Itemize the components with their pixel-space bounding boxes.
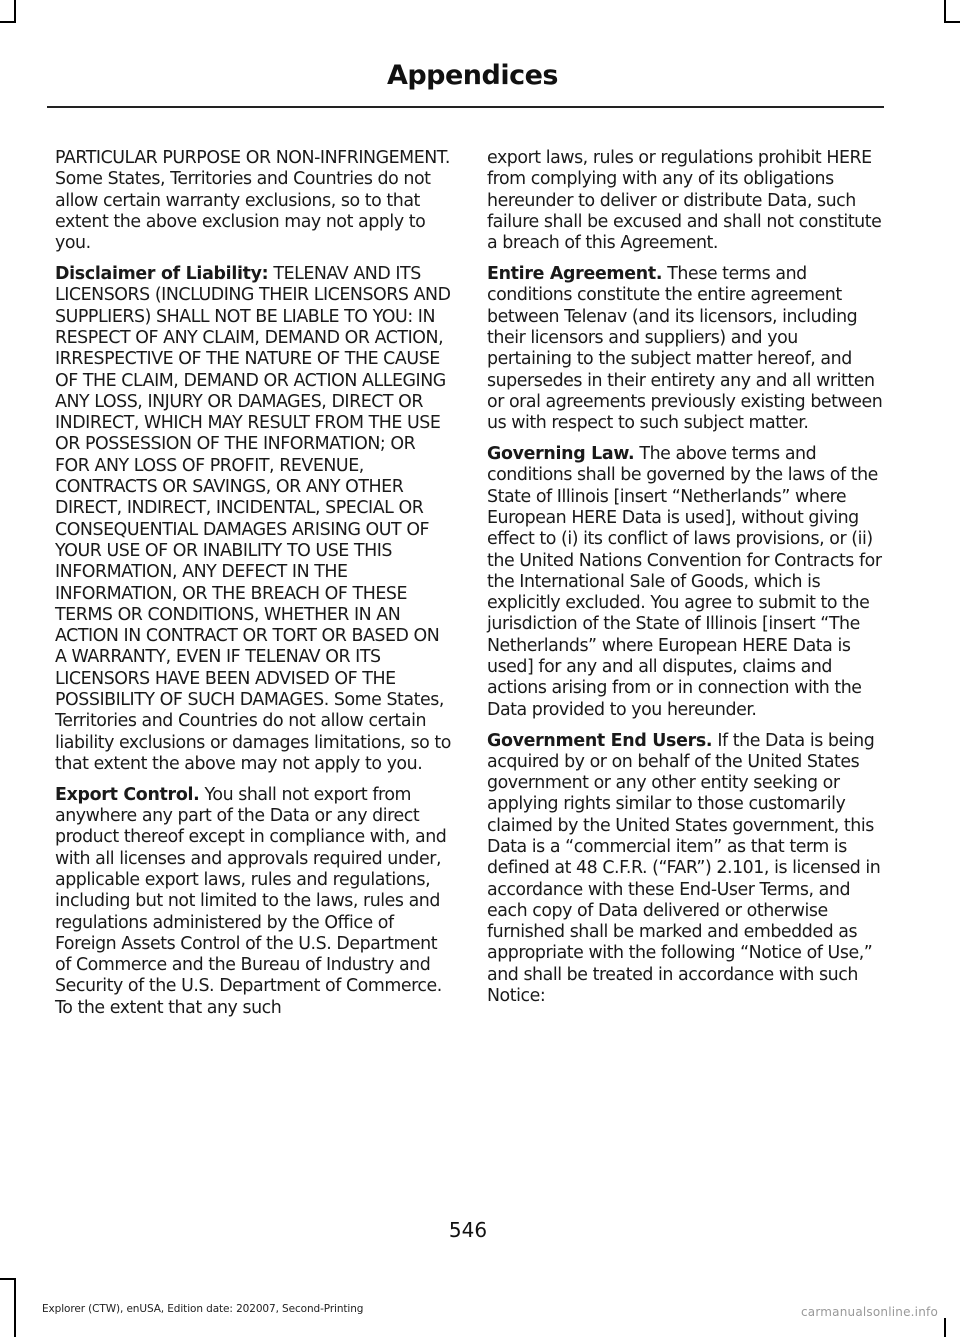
crop-mark-top-right-vertical [944,0,946,22]
crop-mark-bottom-left-horizontal [0,1278,16,1280]
paragraph-text: These terms and conditions constitute the entire agreement between Telenav (and its licensors, including their licensors and suppliers) and you pertaining to the subject matter hereof, and supersedes in their entirety any and all written or oral agreements previously existing between us with respect to such subject matter. [487,264,883,434]
crop-mark-top-right-horizontal [944,21,960,23]
edition-footer: Explorer (CTW), enUSA, Edition date: 202007, Second-Printing [42,1303,364,1315]
left-column [55,148,451,1029]
crop-mark-top-left-vertical [14,0,16,22]
paragraph-entire-agreement [487,264,883,434]
paragraph-heading: Government End Users. [487,730,713,751]
paragraph-text: If the Data is being acquired by or on behalf of the United States government or any other entity seeking or applying rights similar to those customarily claimed by the United States government, this Data is a “commercial item” as that term is defined at 48 C.F.R. (“FAR”) 2.101, is licensed in accordance with these End-User Terms, and each copy of Data delivered or otherwise furnished shall be marked and embedded as appropriate with the following “Notice of Use,” and shall be treated in accordance with such Notice: [487,730,881,1007]
paragraph-text: The above terms and conditions shall be governed by the laws of the State of Illinois [insert “Netherlands” where European HERE Data is used], without giving effect to (i) its conflict of laws provisions, or (ii) the United Nations Convention for Contracts for the International Sale of Goods, which is explicitly excluded. You agree to submit to the jurisdiction of the State of Illinois [insert “The Netherlands” where European HERE Data is used] for any and all disputes, claims and actions arising from or in connection with the Data provided to you hereunder. [487,444,882,720]
right-column [487,148,883,1017]
paragraph-text: TELENAV AND ITS LICENSORS (INCLUDING THEIR LICENSORS AND SUPPLIERS) SHALL NOT BE LIABLE TO YOU: IN RESPECT OF ANY CLAIM, DEMAND OR ACTION, IRRESPECTIVE OF THE NATURE OF THE CAUSE OF THE CLAIM, DEMAND OR ACTION ALLEGING ANY LOSS, INJURY OR DAMAGES, DIRECT OR INDIRECT, WHICH MAY RESULT FROM THE USE OR POSSESSION OF THE INFORMATION; OR FOR ANY LOSS OF PROFIT, REVENUE, CONTRACTS OR SAVINGS, OR ANY OTHER DIRECT, INDIRECT, INCIDENTAL, SPECIAL OR CONSEQUENTIAL DAMAGES ARISING OUT OF YOUR USE OF OR INABILITY TO USE THIS INFORMATION, ANY DEFECT IN THE INFORMATION, OR THE BREACH OF THESE TERMS OR CONDITIONS, WHETHER IN AN ACTION IN CONTRACT OR TORT OR BASED ON A WARRANTY, EVEN IF TELENAV OR ITS LICENSORS HAVE BEEN ADVISED OF THE POSSIBILITY OF SUCH DAMAGES. Some States, Territories and Countries do not allow certain liability exclusions or damages limitations, so to that extent the above may not apply to you. [55,264,451,774]
paragraph-heading: Entire Agreement. [487,264,663,285]
paragraph-text: You shall not export from anywhere any part of the Data or any direct product thereof except in compliance with, and with all licenses and approvals required under, applicable export laws, rules and regulations, including but not limited to the laws, rules and regulations administered by the Office of Foreign Assets Control of the U.S. Department of Commerce and the Bureau of Industry and Security of the U.S. Department of Commerce. To the extent that any such [55,784,447,1018]
paragraph-governing-law [487,444,883,721]
paragraph-disclaimer-of-liability [55,264,451,775]
page-number: 546 [448,1218,488,1242]
header-divider [47,106,884,108]
paragraph-export-continued [487,148,883,254]
crop-mark-bottom-left-vertical [14,1278,16,1337]
paragraph-heading: Export Control. [55,784,200,805]
crop-mark-top-left-horizontal [0,21,16,23]
paragraph-export-control [55,785,451,1019]
paragraph-text: PARTICULAR PURPOSE OR NON-INFRINGEMENT. Some States, Territories and Countries do not allow certain warranty exclusions, so to that extent the above exclusion may not apply to you. [55,148,450,254]
watermark: carmanualsonline.info [801,1305,938,1319]
paragraph-government-end-users [487,731,883,1008]
crop-mark-bottom-right-vertical [944,1318,946,1337]
paragraph-heading: Disclaimer of Liability: [55,264,269,285]
page-title: Appendices [386,60,558,91]
paragraph-heading: Governing Law. [487,444,635,465]
paragraph-text: export laws, rules or regulations prohibit HERE from complying with any of its obligations hereunder to deliver or distribute Data, such failure shall be excused and shall not constitute a breach of this Agreement. [487,148,882,254]
paragraph-warranty-exclusion [55,148,451,254]
